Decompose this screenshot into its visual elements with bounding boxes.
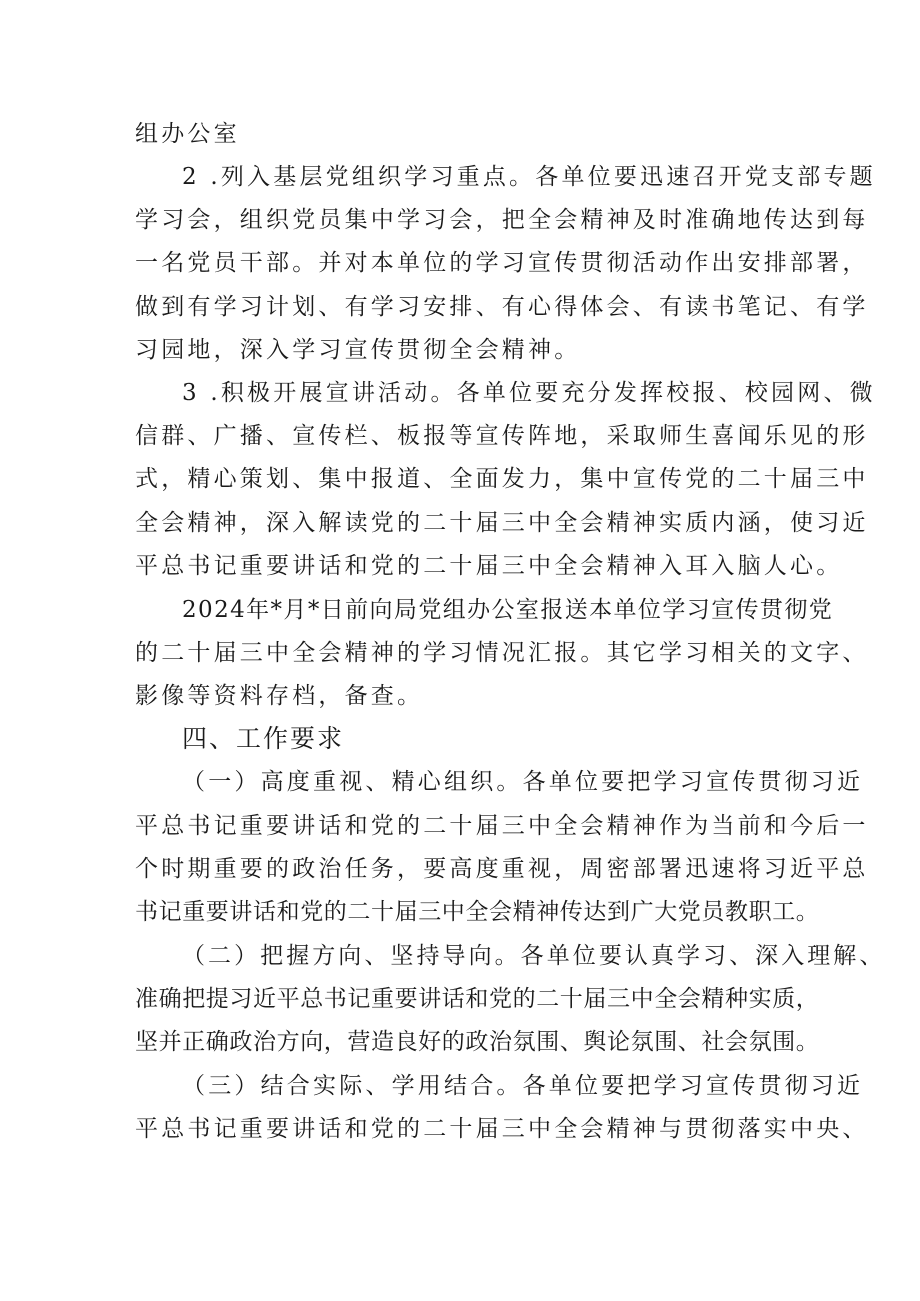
section-heading: 四、工作要求 — [182, 724, 345, 753]
paragraph-line: 学习会，组织党员集中学习会，把全会精神及时准确地传达到每 — [135, 207, 869, 233]
paragraph-line: 式，精心策划、集中报道、全面发力，集中宣传党的二十届三中 — [135, 466, 869, 492]
paragraph-line: （三）结合实际、学用结合。各单位要把学习宣传贯彻习近 — [182, 1073, 864, 1099]
paragraph-line: （二）把握方向、坚持导向。各单位要认真学习、深入理解、 — [182, 943, 886, 969]
paragraph-line: 一名党员干部。并对本单位的学习宣传贯彻活动作出安排部署， — [135, 250, 869, 276]
paragraph-line: 个时期重要的政治任务，要高度重视，周密部署迅速将习近平总 — [135, 856, 869, 882]
paragraph-line: 准确把提习近平总书记重要讲话和党的二十届三中全会精种实质， — [135, 986, 820, 1012]
paragraph-line: 2 .列入基层党组织学习重点。各单位要迅速召开党支部专题 — [182, 164, 876, 190]
paragraph-line: 组办公室 — [135, 121, 240, 147]
paragraph-line: 2024年*月*日前向局党组办公室报送本单位学习宣传贯彻党 — [182, 597, 834, 623]
paragraph-line: 3 .积极开展宣讲活动。各单位要充分发挥校报、校园网、微 — [182, 380, 876, 406]
paragraph-line: 的二十届三中全会精神的学习情况汇报。其它学习相关的文字、 — [135, 640, 869, 666]
paragraph-line: 信群、广播、宣传栏、板报等宣传阵地，采取师生喜闻乐见的形 — [135, 423, 869, 449]
paragraph-line: 习园地，深入学习宣传贯彻全会精神。 — [135, 337, 581, 363]
paragraph-line: 坚并正确政治方向，营造良好的政治氛围、舆论氛围、社会氛围。 — [135, 1029, 820, 1055]
paragraph-line: 全会精神，深入解读党的二十届三中全会精神实质内涵，使习近 — [135, 510, 869, 536]
paragraph-line: 平总书记重要讲话和党的二十届三中全会精神作为当前和今后一 — [135, 813, 869, 839]
paragraph-line: 平总书记重要讲话和党的二十届三中全会精神入耳入脑人心。 — [135, 553, 843, 579]
paragraph-line: 书记重要讲话和党的二十届三中全会精神传达到广大党员教职工。 — [135, 899, 820, 925]
paragraph-line: （一）高度重视、精心组织。各单位要把学习宣传贯彻习近 — [182, 769, 864, 795]
paragraph-line: 影像等资料存档，备查。 — [135, 683, 424, 709]
paragraph-line: 做到有学习计划、有学习安排、有心得体会、有读书笔记、有学 — [135, 294, 869, 320]
paragraph-line: 平总书记重要讲话和党的二十届三中全会精神与贯彻落实中央、 — [135, 1116, 869, 1142]
